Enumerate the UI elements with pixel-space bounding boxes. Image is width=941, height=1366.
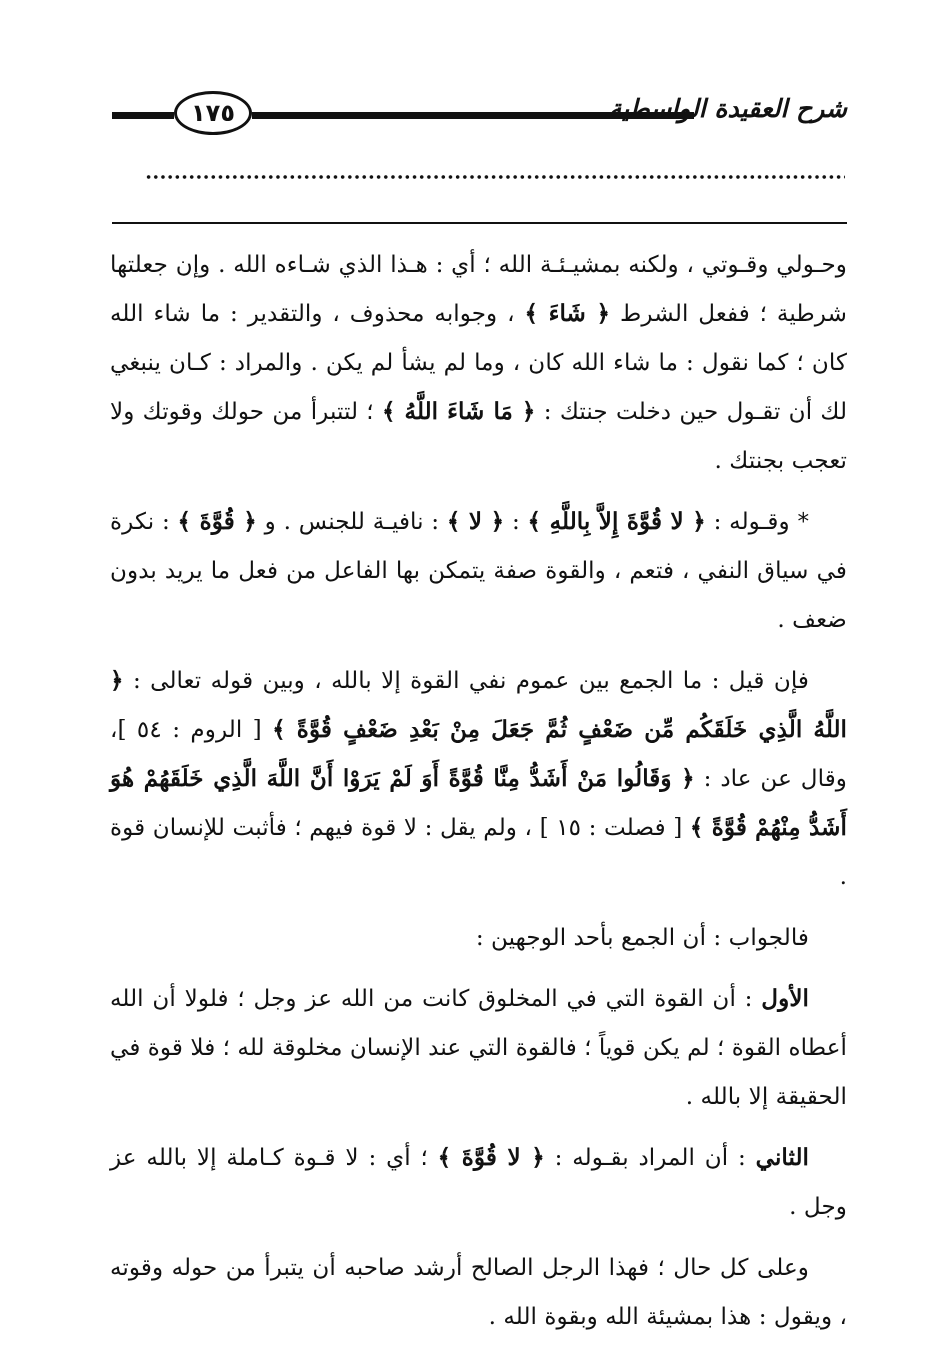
paragraph-3	[110, 656, 847, 901]
dotted-separator	[145, 170, 845, 184]
quran-quote: ﴿ قُوَّةَ ﴾	[177, 508, 257, 535]
paragraph-text: [ الروم : ٥٤ ]، وقال عن عاد :	[110, 716, 847, 792]
page-number: ١٧٥	[174, 91, 252, 135]
running-title: شرح العقيدة الواسطية	[608, 94, 847, 123]
paragraph-7	[110, 1243, 847, 1341]
header-divider	[112, 222, 847, 224]
paragraph-text: [ فصلت : ١٥ ] ، ولم يقل : لا قوة فيهم ؛ فأثبت للإنسان قوة .	[110, 814, 847, 890]
page-body	[110, 240, 847, 1353]
paragraph-text: :	[511, 508, 520, 535]
quran-quote: ﴿ مَا شَاءَ اللَّهُ ﴾	[381, 398, 536, 425]
paragraph-text: وحـولي وقـوتي ، ولكنه بمشيـئـة الله ؛ أي : هـذا الذي شـاءه الله . وإن جعلتها شرطية ؛ ففعل الشرط	[110, 251, 848, 327]
header-rule-left	[112, 112, 174, 119]
quran-quote: ﴿ لا ﴾	[446, 508, 505, 535]
paragraph-text: فإن قيل : ما الجمع بين عموم نفي القوة إلا بالله ، وبين قوله تعالى :	[132, 667, 809, 694]
paragraph-text: : نكرة في سياق النفي ، فتعم ، والقوة صفة يتمكن بها الفاعل من فعل ما يريد بدون ضعف .	[110, 508, 847, 633]
paragraph-text: فالجواب : أن الجمع بأحد الوجهين :	[475, 924, 809, 951]
paragraph-text: ؛ أي : لا قـوة كـاملة إلا بالله عز وجل .	[110, 1144, 847, 1220]
paragraph-text: ، وجوابه محذوف ، والتقدير : ما شاء الله كان ؛ كما نقول : ما شاء الله كان ، وما لم يشأ لم يكن . والمراد : كـان ينبغي لك أن تقـول حين دخلت جنتك :	[110, 300, 848, 425]
paragraph-text: ؛ لتتبرأ من حولك وقوتك ولا تعجب بجنتك .	[110, 398, 847, 474]
paragraph-text: : نافيـة للجنس . و	[264, 508, 440, 535]
quran-quote: ﴿ شَاءَ ﴾	[524, 300, 611, 327]
quran-quote: ﴿ لا قُوَّةَ ﴾	[437, 1144, 545, 1171]
paragraph-4	[110, 913, 847, 962]
quran-quote: ﴿ لا قُوَّةَ إِلاَّ بِاللَّهِ ﴾	[527, 508, 706, 535]
page-header	[112, 88, 847, 136]
paragraph-text: وقـوله :	[713, 508, 790, 535]
paragraph-2	[110, 497, 847, 644]
paragraph-text: : أن المراد بقـوله :	[554, 1144, 746, 1171]
quran-quote: ﴿ اللَّهُ الَّذِي خَلَقَكُم مِّن ضَعْفٍ ثُمَّ جَعَلَ مِنْ بَعْدِ ضَعْفٍ قُوَّةً ﴾	[110, 667, 847, 743]
paragraph-1	[110, 240, 847, 485]
point-label: الثاني	[755, 1144, 809, 1171]
paragraph-text: : أن القوة التي في المخلوق كانت من الله عز وجل ؛ فلولا أن الله أعطاه القوة ؛ لم يكن قوياً ؛ فالقوة التي عند الإنسان مخلوقة لله ؛ فلا قوة في الحقيقة إلا بالله .	[110, 985, 847, 1110]
paragraph-5	[110, 974, 847, 1121]
paragraph-6	[110, 1133, 847, 1231]
quran-quote: ﴿ وَقَالُوا مَنْ أَشَدُّ مِنَّا قُوَّةً أَوَ لَمْ يَرَوْا أَنَّ اللَّهَ الَّذِي خَلَقَهُمْ هُوَ أَشَدُّ مِنْهُمْ قُوَّةً ﴾	[110, 765, 847, 841]
paragraph-text: وعلى كل حال ؛ فهذا الرجل الصالح أرشد صاحبه أن يتبرأ من حوله وقوته ، ويقول : هذا بمشيئة الله وبقوة الله .	[110, 1254, 847, 1330]
point-label: الأول	[761, 985, 809, 1012]
asterisk-marker: *	[797, 508, 810, 535]
